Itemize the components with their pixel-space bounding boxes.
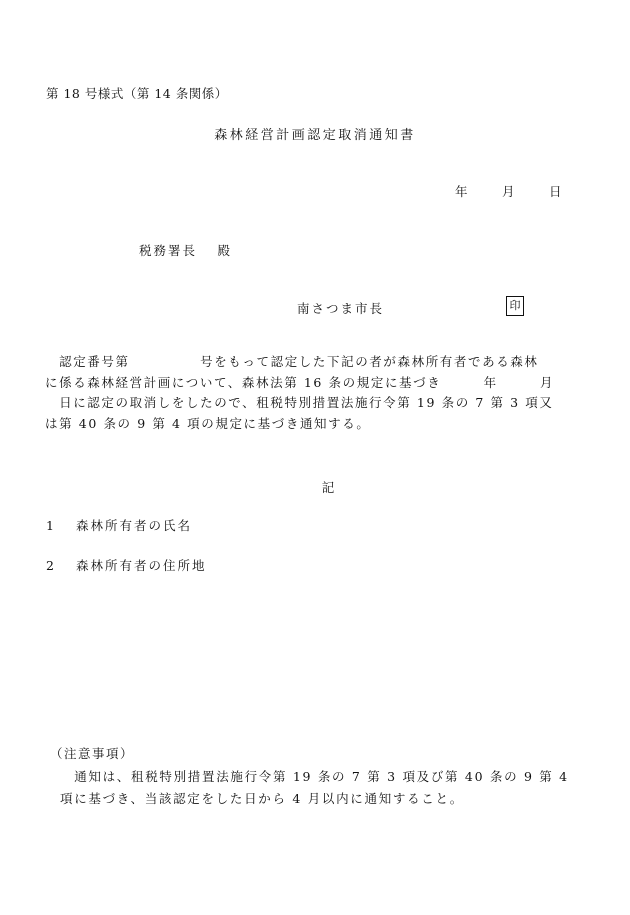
date-day-label: 日 [549, 184, 562, 199]
date-month-label: 月 [502, 184, 515, 199]
item-number: 1 [46, 518, 56, 533]
list-item-owner-address [46, 556, 207, 574]
notes-line: 項に基づき、当該認定をした日から 4 月以内に通知すること。 [60, 791, 464, 806]
body-line: は第 40 条の 9 第 4 項の規定に基づき通知する。 [45, 415, 371, 431]
body-text [45, 352, 590, 434]
item-label: 森林所有者の住所地 [76, 558, 207, 573]
item-label: 森林所有者の氏名 [76, 518, 193, 533]
notes-line: 通知は、租税特別措置法施行令第 19 条の 7 第 3 項及び第 40 条の 9 第 4 [60, 769, 569, 784]
body-line: に係る森林経営計画について、森林法第 16 条の規定に基づき 年 月 [45, 374, 555, 390]
notes-heading: （注意事項） [50, 746, 135, 761]
addressee: 税務署長 殿 [139, 243, 232, 258]
seal-mark: 印 [506, 296, 524, 316]
sender: 南さつま市長 [297, 301, 385, 316]
form-number: 第 18 号様式（第 14 条関係） [46, 86, 228, 101]
date-year-label: 年 [455, 184, 468, 199]
item-number: 2 [46, 558, 56, 573]
notes-body [60, 766, 569, 810]
body-line: 日に認定の取消しをしたので、租税特別措置法施行令第 19 条の 7 第 3 項又 [45, 395, 554, 410]
list-item-owner-name [46, 516, 192, 534]
document-title-text: 森林経営計画認定取消通知書 [214, 128, 416, 143]
body-line: 認定番号第 号をもって認定した下記の者が森林所有者である森林 [45, 354, 539, 369]
document-title [0, 124, 630, 143]
ki-heading: 記 [321, 480, 335, 495]
